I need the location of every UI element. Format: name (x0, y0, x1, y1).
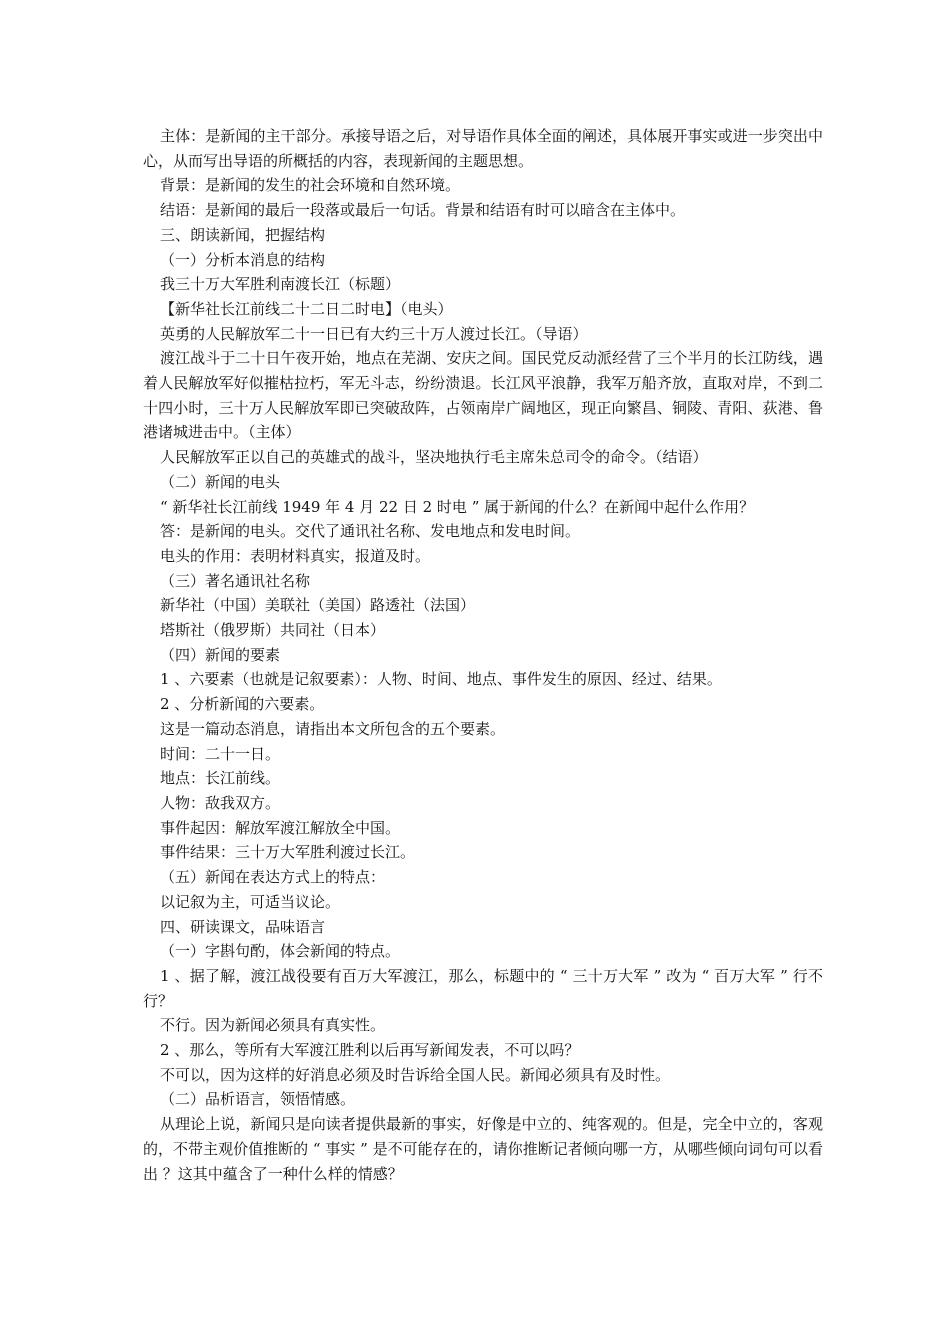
paragraph-conclusion-definition: 结语：是新闻的最后一段落或最后一句话。背景和结语有时可以暗含在主体中。 (160, 201, 686, 220)
paragraph-body-definition: 主体：是新闻的主干部分。承接导语之后，对导语作具体全面的阐述，具体展开事实或进一步突出中心，从而写出导语的所概括的内容，表现新闻的主题思想。 (143, 127, 823, 170)
subheading-dateline: （二）新闻的电头 (160, 472, 281, 491)
element-time: 时间：二十一日。 (160, 744, 281, 763)
news-title-line: 我三十万大军胜利南渡长江（标题） (160, 275, 401, 294)
dateline-function: 电头的作用：表明材料真实，报道及时。 (160, 546, 431, 565)
subheading-expression: （五）新闻在表达方式上的特点： (160, 868, 386, 887)
answer-1: 不行。因为新闻必须具有真实性。 (160, 1016, 386, 1035)
news-lead: 英勇的人民解放军二十一日已有大约三十万人渡过长江。（导语） (160, 324, 588, 343)
news-agencies-line-1: 新华社（中国）美联社（美国）路透社（法国） (160, 596, 476, 615)
six-elements: 1 、六要素（也就是记叙要素）：人物、时间、地点、事件发生的原因、经过、结果。 (160, 670, 722, 689)
subheading-elements: （四）新闻的要素 (160, 645, 281, 664)
question-2: 2 、那么，等所有大军渡江胜利以后再写新闻发表，不可以吗？ (160, 1041, 580, 1060)
expression-answer: 以记叙为主，可适当议论。 (160, 892, 341, 911)
element-cause: 事件起因：解放军渡江解放全中国。 (160, 818, 401, 837)
document-page (143, 124, 823, 1186)
element-people: 人物：敌我双方。 (160, 793, 281, 812)
news-agencies-line-2: 塔斯社（俄罗斯）共同社（日本） (160, 621, 386, 640)
news-body: 渡江战斗于二十日午夜开始，地点在芜湖、安庆之间。国民党反动派经营了三个半月的长江防线，遇着人民解放军好似摧枯拉朽，军无斗志，纷纷溃退。长江风平浪静，我军万船齐放，直取对岸，不到二十四小时，三十万人民解放军即已突破敌阵，占领南岸广阔地区，现正向繁昌、铜陵、青阳、荻港、鲁港诸城进击中。（主体） (143, 349, 823, 442)
news-dateline: 【新华社长江前线二十二日二时电】（电头） (160, 299, 453, 318)
section-heading-3: 三、朗读新闻，把握结构 (160, 225, 326, 244)
news-conclusion: 人民解放军正以自己的英雄式的战斗，坚决地执行毛主席朱总司令的命令。（结语） (160, 448, 708, 467)
subheading-structure: （一）分析本消息的结构 (160, 250, 326, 269)
section-heading-4: 四、研读课文，品味语言 (160, 917, 326, 936)
question-1: 1 、据了解，渡江战役要有百万大军渡江，那么，标题中的 “ 三十万大军 ” 改为 “ 百万大军 ” 行不行？ (143, 966, 823, 1010)
answer-2: 不可以，因为这样的好消息必须及时告诉给全国人民。新闻必须具有及时性。 (160, 1065, 671, 1084)
subheading-wording: （一）字斟句酌，体会新闻的特点。 (160, 942, 401, 961)
element-place: 地点：长江前线。 (160, 769, 281, 788)
subheading-news-agencies: （三）著名通讯社名称 (160, 571, 311, 590)
element-result: 事件结果：三十万大军胜利渡过长江。 (160, 843, 416, 862)
analyze-elements: 2 、分析新闻的六要素。 (160, 695, 325, 714)
paragraph-background-definition: 背景：是新闻的发生的社会环境和自然环境。 (160, 176, 461, 195)
subheading-language: （二）品析语言，领悟情感。 (160, 1090, 356, 1109)
five-elements-prompt: 这是一篇动态消息，请指出本文所包含的五个要素。 (160, 719, 506, 738)
question-dateline: “ 新华社长江前线 1949 年 4 月 22 日 2 时电 ” 属于新闻的什么？在新闻中起什么作用？ (160, 497, 755, 516)
answer-dateline: 答：是新闻的电头。交代了通讯社名称、发电地点和发电时间。 (160, 522, 581, 541)
language-question: 从理论上说，新闻只是向读者提供最新的事实，好像是中立的、纯客观的。但是，完全中立的，客观的，不带主观价值推断的 “ 事实 ” 是不可能存在的，请你推断记者倾向哪一方，从哪些倾向词句可以看出 ？这其中蕴含了一种什么样的情感？ (143, 1115, 823, 1183)
